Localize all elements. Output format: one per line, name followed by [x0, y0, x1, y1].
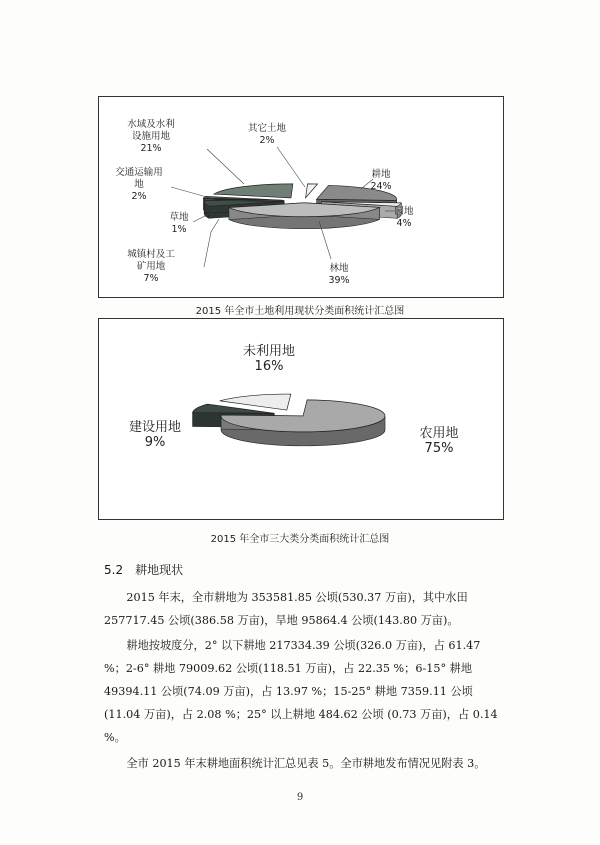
pie-label-建设用地-line: 9%	[144, 435, 166, 450]
land-use-pie-svg	[99, 97, 503, 297]
pie-label-未利用地-line: 16%	[254, 359, 284, 374]
pie-label-农用地-line: 75%	[424, 441, 454, 456]
pie-label-林地-line: 39%	[328, 275, 350, 286]
pie-label-林地	[328, 262, 349, 286]
paragraph-text: 耕地按坡度分，2° 以下耕地 217334.39 公顷(326.0 万亩)，占 61.47 %；2-6° 耕地 79009.62 公顷(118.51 万亩)，占 22.35 %；6-15° 耕地 49394.11 公顷(74.09 万亩)，占 13.97 %；15-25° 耕地 7359.11 公顷(11.04 万亩)，占 2.08 %；25° 以上耕地 484.62 公顷 (0.73 万亩)，占 0.14 %。	[104, 639, 498, 744]
section-title: 耕地现状	[135, 563, 184, 577]
pie-slice-林地	[229, 203, 380, 229]
chart1-caption: 2015 年全市土地利用现状分类面积统计汇总图	[195, 306, 405, 317]
pie-label-建设用地-line: 建设用地	[128, 420, 182, 435]
pie-label-其它土地-line: 2%	[259, 135, 275, 146]
pie-label-其它土地	[248, 122, 287, 146]
pie-label-城镇村及工矿用地	[127, 248, 175, 284]
section-number: 5.2	[104, 563, 124, 577]
pie-label-未利用地	[243, 343, 295, 374]
pie-slice-其它土地	[306, 184, 318, 198]
paragraph-text: 全市 2015 年末耕地面积统计汇总见表 5。全市耕地发布情况见附表 3。	[126, 757, 486, 770]
pie-label-水域及水利设施用地-line: 水域及水利	[127, 119, 175, 130]
pie-label-城镇村及工矿用地-line: 城镇村及工	[127, 249, 175, 260]
pie-label-其它土地-line: 其它土地	[247, 123, 287, 134]
pie-label-农用地-line: 农用地	[419, 426, 459, 441]
pie-label-林地-line: 林地	[329, 263, 349, 274]
paragraph	[104, 752, 500, 775]
pie-label-城镇村及工矿用地-line: 7%	[143, 273, 159, 284]
paragraph-text: 2015 年末，全市耕地为 353581.85 公顷(530.37 万亩)，其中水田 257717.45 公顷(386.58 万亩)，旱地 95864.4 公顷(143.80 万亩)。	[104, 591, 468, 627]
pie-label-耕地-line: 24%	[370, 181, 392, 192]
pie-label-交通运输用地	[115, 166, 163, 202]
pie-label-城镇村及工矿用地-line: 矿用地	[136, 261, 166, 272]
pie-label-未利用地-line: 未利用地	[242, 344, 296, 359]
pie-label-建设用地	[129, 419, 181, 450]
pie-slice-农用地	[221, 400, 385, 446]
pie-label-草地-line: 草地	[169, 212, 189, 223]
page-number: 9	[296, 792, 304, 803]
leader-line	[204, 219, 219, 267]
leader-line	[207, 149, 244, 184]
pie-label-园地-line: 园地	[394, 206, 414, 217]
paragraph	[104, 586, 500, 632]
pie-label-水域及水利设施用地-line: 21%	[140, 143, 162, 154]
leader-line	[277, 147, 305, 187]
pie-label-园地-line: 4%	[396, 218, 412, 229]
pie-label-水域及水利设施用地	[127, 118, 175, 154]
three-category-pie-chart	[98, 318, 504, 520]
pie-label-交通运输用地-line: 2%	[131, 191, 147, 202]
pie-slice-水域及水利设施用地	[214, 184, 293, 198]
pie-label-草地	[169, 211, 189, 235]
paragraph	[104, 634, 500, 749]
pie-label-农用地	[419, 425, 458, 456]
land-use-pie-chart	[98, 96, 504, 298]
leader-line	[171, 187, 214, 199]
chart2-caption: 2015 年全市三大类分类面积统计汇总图	[210, 534, 390, 545]
section-heading	[104, 561, 183, 578]
pie-label-耕地-line: 耕地	[371, 169, 391, 180]
pie-label-草地-line: 1%	[171, 224, 187, 235]
three-category-pie-svg	[99, 319, 503, 519]
pie-label-耕地	[370, 168, 391, 192]
pie-label-水域及水利设施用地-line: 设施用地	[131, 131, 171, 142]
pie-label-交通运输用地-line: 地	[134, 179, 144, 190]
pie-label-交通运输用地-line: 交通运输用	[115, 167, 163, 178]
